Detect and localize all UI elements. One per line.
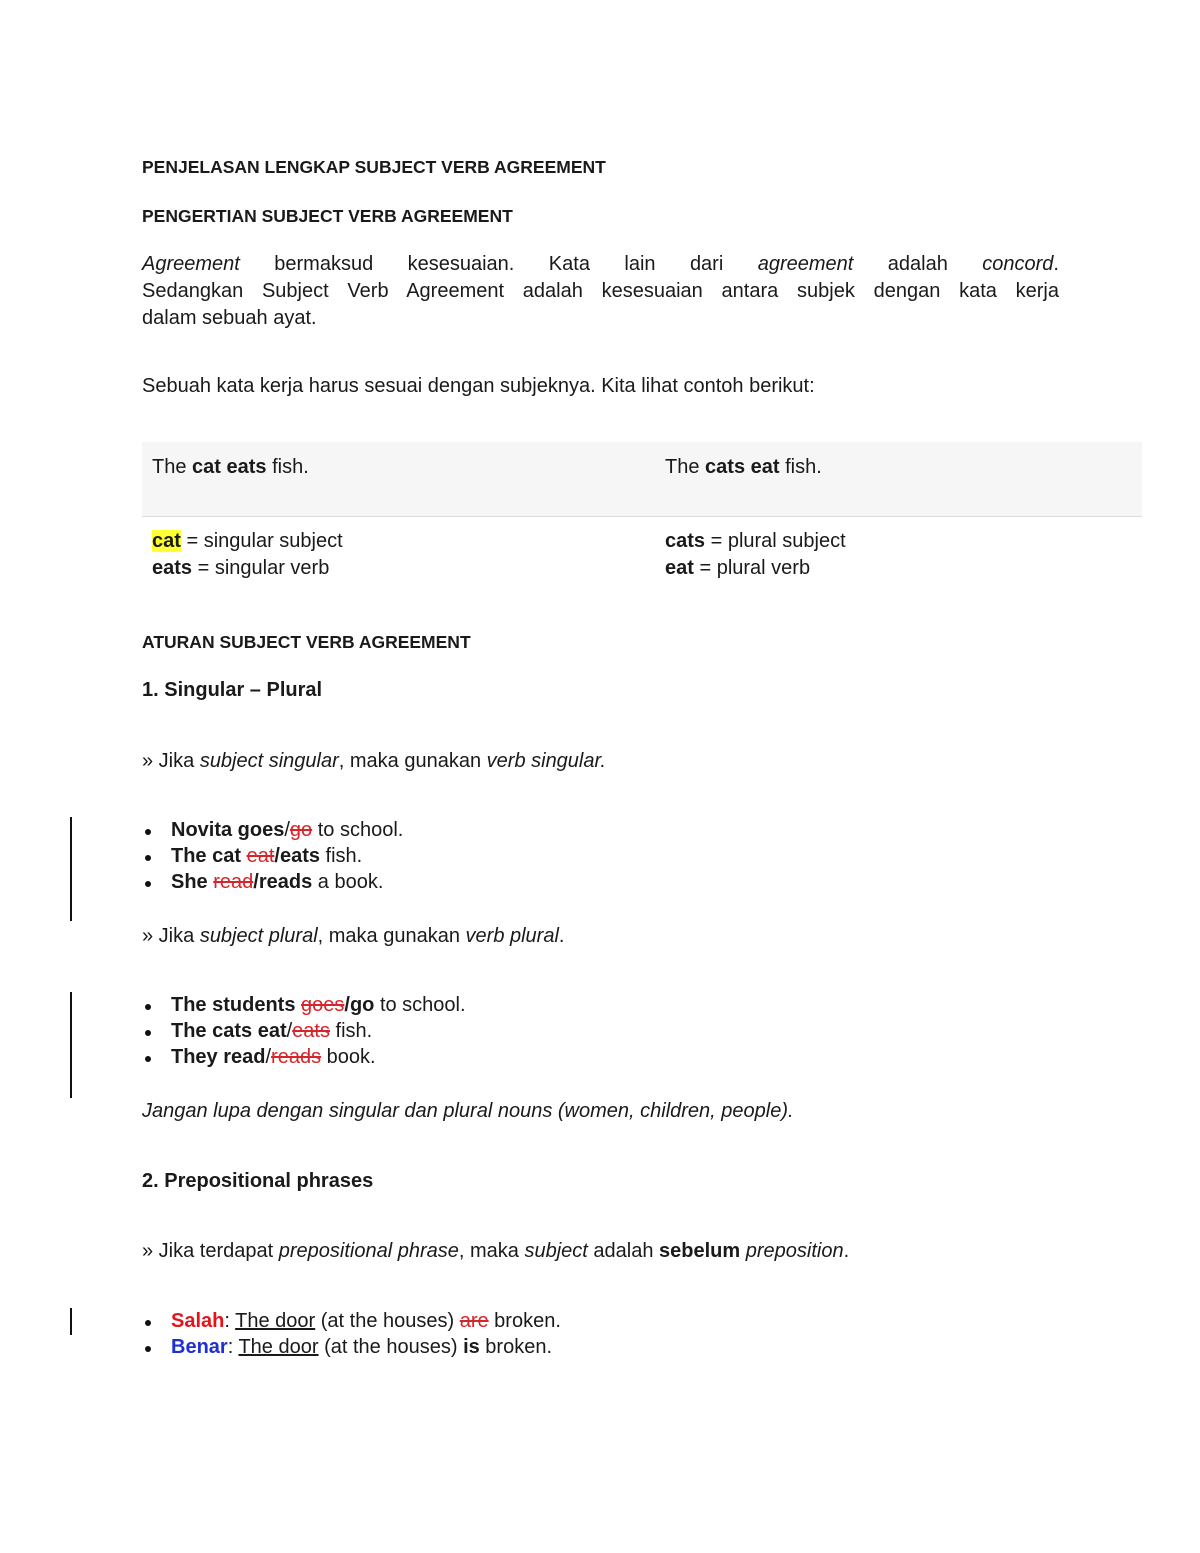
bullet-icon bbox=[145, 881, 151, 887]
plural-verb-label: eat = plural verb bbox=[665, 557, 811, 579]
plural-subject-label: cats = plural subject bbox=[665, 530, 846, 552]
list-item: The cat eat/eats fish. bbox=[171, 845, 363, 867]
revision-bar bbox=[70, 992, 72, 1098]
page-title: PENJELASAN LENGKAP SUBJECT VERB AGREEMENT bbox=[142, 157, 606, 177]
bullet-icon bbox=[145, 829, 151, 835]
rule2-heading: 2. Prepositional phrases bbox=[142, 1170, 374, 1192]
rule1-intro-singular: » Jika subject singular, maka gunakan verb singular. bbox=[142, 750, 606, 772]
list-item: She read/reads a book. bbox=[171, 871, 384, 893]
rule1-intro-plural: » Jika subject plural, maka gunakan verb plural. bbox=[142, 925, 565, 947]
bullet-icon bbox=[145, 1346, 151, 1352]
example-sentence-plural: The cats eat fish. bbox=[665, 456, 822, 478]
singular-verb-label: eats = singular verb bbox=[152, 557, 330, 579]
bullet-icon bbox=[145, 1030, 151, 1036]
rule1-note: Jangan lupa dengan singular dan plural nouns (women, children, people). bbox=[142, 1100, 794, 1122]
list-item: Novita goes/go to school. bbox=[171, 819, 404, 841]
example-correct: Benar: The door (at the houses) is broken. bbox=[171, 1336, 553, 1358]
rule2-intro: » Jika terdapat prepositional phrase, maka subject adalah sebelum preposition. bbox=[142, 1240, 850, 1262]
singular-subject-label: cat = singular subject bbox=[152, 530, 343, 552]
bullet-icon bbox=[145, 1056, 151, 1062]
section-heading-pengertian: PENGERTIAN SUBJECT VERB AGREEMENT bbox=[142, 206, 513, 226]
paragraph-intro-example: Sebuah kata kerja harus sesuai dengan subjeknya. Kita lihat contoh berikut: bbox=[142, 375, 815, 397]
list-item: The students goes/go to school. bbox=[171, 994, 466, 1016]
paragraph-definition-line1: Agreement bermaksud kesesuaian. Kata lain dari agreement adalah concord. bbox=[142, 253, 1059, 275]
paragraph-definition-line3: dalam sebuah ayat. bbox=[142, 307, 317, 329]
bullet-icon bbox=[145, 1004, 151, 1010]
list-item: They read/reads book. bbox=[171, 1046, 376, 1068]
bullet-icon bbox=[145, 855, 151, 861]
list-item: The cats eat/eats fish. bbox=[171, 1020, 373, 1042]
revision-bar bbox=[70, 817, 72, 921]
example-wrong: Salah: The door (at the houses) are broken. bbox=[171, 1310, 561, 1332]
section-heading-aturan: ATURAN SUBJECT VERB AGREEMENT bbox=[142, 632, 471, 652]
example-table-divider bbox=[142, 516, 1142, 517]
rule1-heading: 1. Singular – Plural bbox=[142, 679, 323, 701]
example-sentence-singular: The cat eats fish. bbox=[152, 456, 309, 478]
example-table-header-row bbox=[142, 442, 1142, 516]
paragraph-definition-line2: Sedangkan Subject Verb Agreement adalah kesesuaian antara subjek dengan kata kerja bbox=[142, 280, 1059, 302]
bullet-icon bbox=[145, 1320, 151, 1326]
revision-bar bbox=[70, 1308, 72, 1335]
